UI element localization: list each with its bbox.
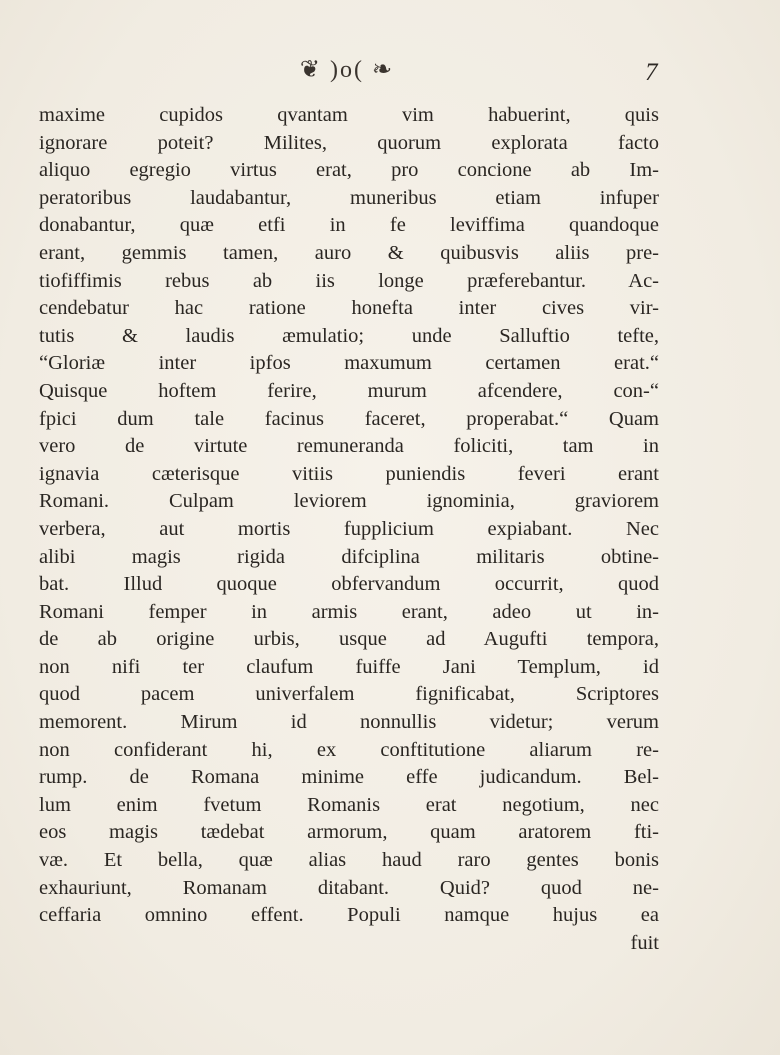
page-header <box>0 55 780 95</box>
text-line: quod pacem univerfalem fignificabat, Scriptores <box>39 683 659 706</box>
text-line: tiofiffimis rebus ab iis longe præferebantur. Ac- <box>39 269 659 292</box>
body-text <box>39 102 659 957</box>
text-line: fpici dum tale facinus faceret, properabat.“ Quam <box>39 407 659 430</box>
text-line: ignorare poteit? Milites, quorum explorata facto <box>39 131 659 154</box>
text-line: “Gloriæ inter ipfos maxumum certamen erat.“ <box>39 352 659 375</box>
text-line: alibi magis rigida difciplina militaris obtine- <box>39 545 659 568</box>
text-line: cendebatur hac ratione honefta inter cives vir- <box>39 297 659 320</box>
text-line: maxime cupidos qvantam vim habuerint, quis <box>39 104 659 126</box>
text-line: Quisque hoftem ferire, murum afcendere, con-“ <box>39 379 659 402</box>
text-line: Romani femper in armis erant, adeo ut in- <box>39 600 659 623</box>
page-number: 7 <box>645 59 658 86</box>
text-line: aliquo egregio virtus erat, pro concione ab Im- <box>39 159 659 182</box>
text-line: eos magis tædebat armorum, quam aratorem fti- <box>39 821 659 844</box>
text-line: memorent. Mirum id nonnullis videtur; verum <box>39 711 659 734</box>
text-line: tutis & laudis æmulatio; unde Salluftio tefte, <box>39 324 659 347</box>
catchword: fuit <box>630 931 659 954</box>
text-line: ceffaria omnino effent. Populi namque hujus ea <box>39 904 659 927</box>
text-line: erant, gemmis tamen, auro & quibusvis aliis pre- <box>39 241 659 264</box>
text-line: væ. Et bella, quæ alias haud raro gentes bonis <box>39 849 659 872</box>
text-line: bat. Illud quoque obfervandum occurrit, quod <box>39 573 659 596</box>
text-line: Romani. Culpam leviorem ignominia, graviorem <box>39 490 659 513</box>
text-line: non confiderant hi, ex conftitutione aliarum re- <box>39 738 659 761</box>
text-line: verbera, aut mortis fupplicium expiabant. Nec <box>39 517 659 540</box>
text-line: ignavia cæterisque vitiis puniendis feveri erant <box>39 462 659 485</box>
text-line: exhauriunt, Romanam ditabant. Quid? quod ne- <box>39 876 659 899</box>
text-line: de ab origine urbis, usque ad Augufti tempora, <box>39 628 659 651</box>
text-line: donabantur, quæ etfi in fe leviffima quandoque <box>39 214 659 237</box>
text-line: peratoribus laudabantur, muneribus etiam infuper <box>39 186 659 209</box>
header-ornament: ❦ )o( ❧ <box>299 57 395 83</box>
text-line: rump. de Romana minime effe judicandum. Bel- <box>39 766 659 789</box>
text-line: non nifi ter claufum fuiffe Jani Templum, id <box>39 655 659 678</box>
text-line: lum enim fvetum Romanis erat negotium, nec <box>39 793 659 816</box>
text-line: vero de virtute remuneranda foliciti, tam in <box>39 435 659 458</box>
